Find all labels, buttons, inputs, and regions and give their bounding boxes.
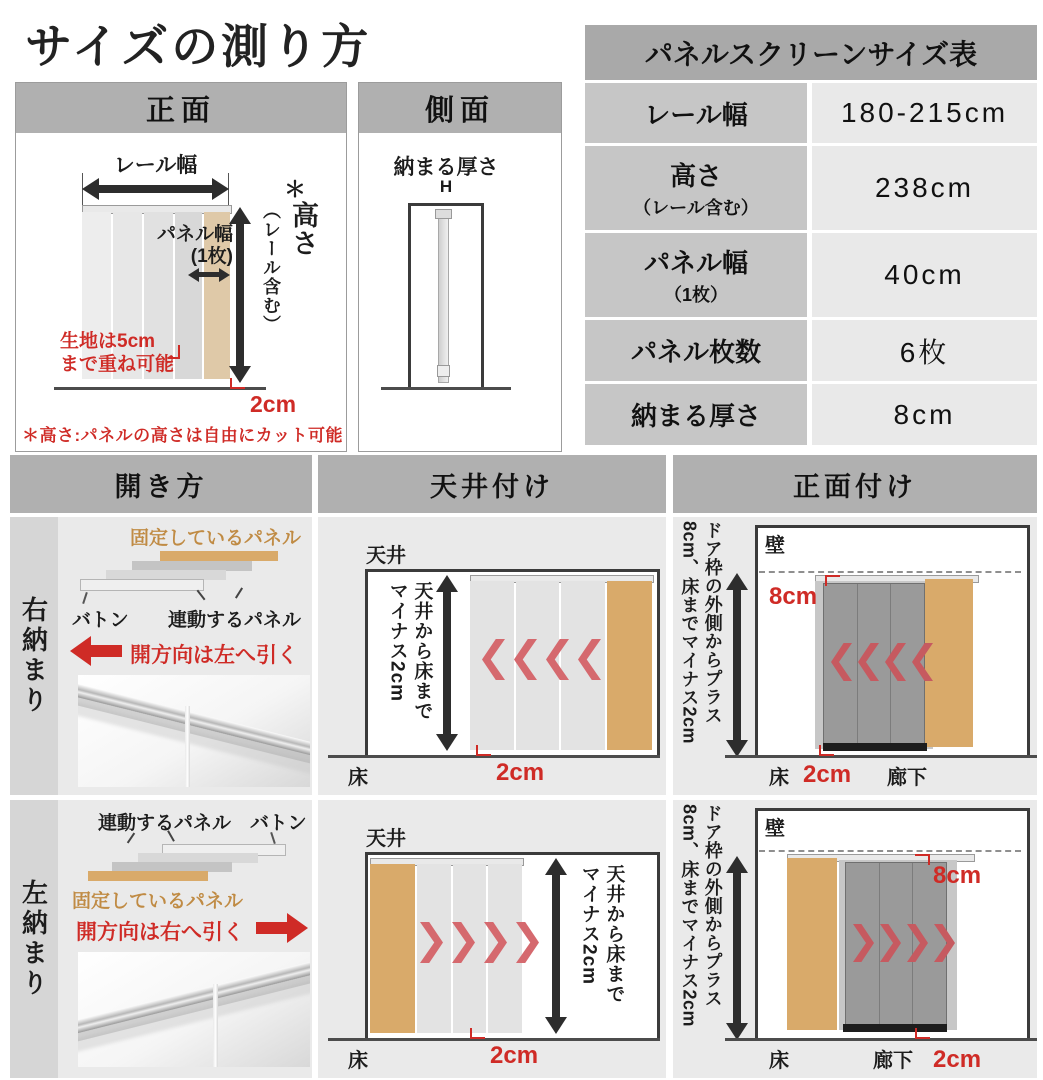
hallway-label: 廊下 xyxy=(887,767,927,789)
fixed-panel-label: 固定しているパネル xyxy=(72,891,244,912)
front-view-diagram xyxy=(16,133,346,451)
table-row xyxy=(585,146,1037,230)
cell-ceiling-mount-left xyxy=(318,800,666,1078)
fixed-panel-label: 固定しているパネル xyxy=(130,528,302,549)
chevron-right-icon xyxy=(907,924,928,962)
chevron-right-icon xyxy=(934,924,955,962)
rail-level-dashed-line xyxy=(759,850,1021,852)
page-title: サイズの測り方 xyxy=(25,20,372,75)
fixed-panel-bar xyxy=(88,871,208,881)
ceiling-to-floor-arrow-icon xyxy=(435,575,459,751)
chevron-right-icon xyxy=(853,924,874,962)
row-value: 6枚 xyxy=(812,320,1037,381)
rail-width-arrow-icon xyxy=(82,177,229,201)
panel-width-arrow-icon xyxy=(188,267,230,282)
row-label-left-stack: 左納まり xyxy=(10,800,58,1078)
linked-pointer-line xyxy=(235,587,243,598)
door-threshold xyxy=(843,1024,947,1032)
panel-fixed-tan xyxy=(607,581,652,750)
door-threshold xyxy=(823,743,927,751)
row-label: 高さ （レール含む） xyxy=(585,146,807,230)
cell-opening-left xyxy=(10,800,312,1078)
open-direction-label: 開方向は右へ引く xyxy=(76,921,244,944)
row-label: レール幅 xyxy=(585,83,807,143)
height-asterisk: ＊ xyxy=(284,177,307,202)
size-table xyxy=(585,25,1037,445)
table-row xyxy=(585,384,1037,445)
chevron-left-icon xyxy=(578,639,601,680)
row-label: 納まる厚さ xyxy=(585,384,807,445)
floor-label: 床 xyxy=(348,767,368,789)
rail-width-label: レール幅 xyxy=(113,154,198,177)
floor-gap-label: 2cm xyxy=(490,1042,539,1069)
floor-line xyxy=(328,755,660,758)
panel-width-label: パネル幅 (1枚) xyxy=(156,224,233,267)
chevron-right-icon xyxy=(516,922,539,963)
ceiling-label: 天井 xyxy=(366,545,406,567)
ceiling-to-floor-arrow-icon xyxy=(544,858,568,1034)
chevrons-right xyxy=(420,922,539,963)
front-view-header: 正面 xyxy=(16,83,346,133)
open-direction-label: 開方向は左へ引く xyxy=(130,644,298,667)
chevron-left-icon xyxy=(482,639,505,680)
linked-panel-label: 連動するパネル xyxy=(98,813,232,834)
side-view-diagram xyxy=(359,133,561,451)
side-view-header: 側面 xyxy=(359,83,561,133)
column-header-ceiling-mount: 天井付け xyxy=(318,455,666,513)
wall-label: 壁 xyxy=(765,818,785,840)
top-gap-label: 8cm xyxy=(769,583,818,610)
floor-label: 床 xyxy=(769,1050,789,1072)
table-row xyxy=(585,320,1037,381)
installation-grid xyxy=(10,455,1037,1078)
column-header-opening: 開き方 xyxy=(10,455,312,513)
chevron-right-icon xyxy=(420,922,443,963)
baton-label: バトン xyxy=(72,610,129,631)
chevron-left-icon xyxy=(831,643,852,681)
wall-label: 壁 xyxy=(765,535,785,557)
open-direction-arrow-icon xyxy=(256,912,308,944)
chevron-left-icon xyxy=(912,643,933,681)
floor-label: 床 xyxy=(348,1050,368,1072)
chevron-right-icon xyxy=(880,924,901,962)
stacked-panel-side xyxy=(438,209,449,383)
gap-mark xyxy=(825,575,840,586)
rail-photo xyxy=(78,952,310,1067)
baton-label: バトン xyxy=(250,813,307,834)
wall-measure-label: ドア枠の外側からプラス8cm、床までマイナス2cm xyxy=(679,521,723,745)
baton-pointer-line xyxy=(82,592,88,604)
row-label: パネル幅 （1枚） xyxy=(585,233,807,317)
top-gap-label: 8cm xyxy=(933,862,982,889)
doorframe-to-floor-arrow-icon xyxy=(725,856,749,1040)
cell-front-mount-left xyxy=(673,800,1037,1078)
ceiling-label: 天井 xyxy=(366,828,406,850)
row-label: パネル枚数 xyxy=(585,320,807,381)
chevron-right-icon xyxy=(484,922,507,963)
side-view-panel xyxy=(358,82,562,452)
height-label: 高さ （レール含む） xyxy=(261,201,318,334)
linked-pointer-line xyxy=(197,590,206,601)
panel-fixed-tan xyxy=(370,864,415,1033)
floor-gap-label: 2cm xyxy=(250,391,297,417)
gap-mark xyxy=(915,1028,930,1039)
chevron-left-icon xyxy=(514,639,537,680)
wall-measure-label: ドア枠の外側からプラス8cm、床までマイナス2cm xyxy=(679,804,723,1028)
table-row xyxy=(585,233,1037,317)
row-value: 238cm xyxy=(812,146,1037,230)
fixed-panel-bar xyxy=(160,551,278,561)
row-label-right-stack: 右納まり xyxy=(10,517,58,795)
floor-line xyxy=(328,1038,660,1041)
chevron-left-icon xyxy=(546,639,569,680)
cell-ceiling-mount-right xyxy=(318,517,666,795)
gap-mark xyxy=(819,745,834,756)
ceiling-measure-label: 天井から床までマイナス2cm xyxy=(386,581,433,721)
chevrons-left xyxy=(831,643,933,681)
floor-gap-label: 2cm xyxy=(496,759,545,786)
chevrons-right xyxy=(853,924,955,962)
baton-grip xyxy=(437,365,450,377)
bottom-gap-label: 2cm xyxy=(803,761,852,788)
thickness-label: 納まる厚さ xyxy=(393,156,499,179)
open-direction-arrow-icon xyxy=(70,635,122,667)
height-arrow-icon xyxy=(228,207,252,383)
panel-bar xyxy=(80,579,204,591)
floor-line xyxy=(725,1038,1037,1041)
size-table-title: パネルスクリーンサイズ表 xyxy=(585,25,1037,80)
chevron-right-icon xyxy=(452,922,475,963)
floor-line xyxy=(381,387,511,390)
floor-line xyxy=(725,755,1037,758)
gap-mark xyxy=(470,1028,485,1039)
chevron-left-icon xyxy=(885,643,906,681)
panel-fixed-tan xyxy=(787,858,837,1030)
row-value: 8cm xyxy=(812,384,1037,445)
cell-front-mount-right xyxy=(673,517,1037,795)
linked-panel-label: 連動するパネル xyxy=(168,610,302,631)
rail-level-dashed-line xyxy=(759,571,1021,573)
cell-opening-right xyxy=(10,517,312,795)
bottom-gap-label: 2cm xyxy=(933,1046,982,1073)
rail-photo xyxy=(78,675,310,787)
front-view-panel xyxy=(15,82,347,452)
column-header-front-mount: 正面付け xyxy=(673,455,1037,513)
ceiling-measure-label: 天井から床までマイナス2cm xyxy=(578,864,625,1004)
gap-mark xyxy=(230,378,245,389)
hallway-label: 廊下 xyxy=(873,1050,913,1072)
height-footnote: ＊高さ:パネルの高さは自由にカット可能 xyxy=(22,426,343,445)
doorframe-to-floor-arrow-icon xyxy=(725,573,749,757)
floor-label: 床 xyxy=(769,767,789,789)
thickness-mark: H xyxy=(439,177,453,196)
table-row xyxy=(585,83,1037,143)
gap-mark xyxy=(915,854,930,865)
chevrons-left xyxy=(482,639,601,680)
row-value: 40cm xyxy=(812,233,1037,317)
rail-mount xyxy=(435,209,452,219)
fabric-overlap-note: 生地は5cm まで重ね可能 xyxy=(60,331,175,375)
gap-mark xyxy=(476,745,491,756)
chevron-left-icon xyxy=(858,643,879,681)
hook-arrow-icon xyxy=(168,345,180,359)
row-value: 180-215cm xyxy=(812,83,1037,143)
